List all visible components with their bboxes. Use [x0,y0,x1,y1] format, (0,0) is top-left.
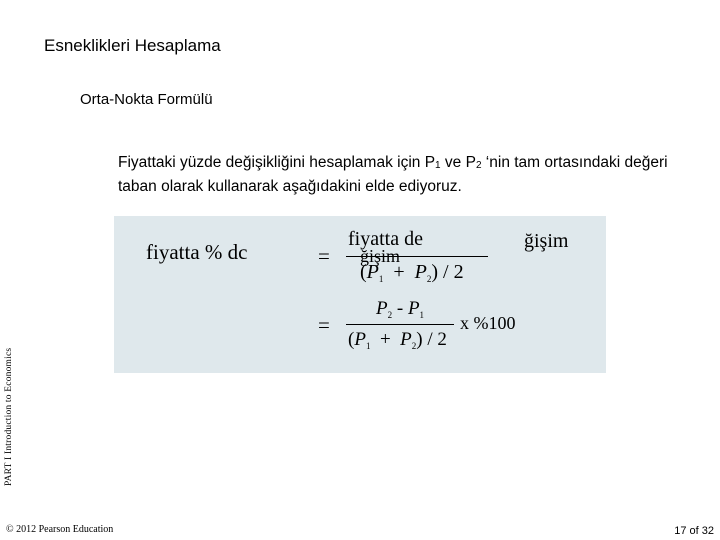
body-text-part3: ‘nin tam ortasındaki değeri taban olarak kullanarak aşağıdakini elde ediyoruz. [118,154,668,195]
den1-p1: P [366,261,379,283]
formula-tail: x %100 [460,313,516,333]
formula-equals-2: = [318,313,330,337]
page-number: 17 of 32 [674,525,714,537]
den1-p2: P [414,261,427,283]
den2-sub2: 2 [411,341,417,351]
den1-sub1: 1 [378,274,384,284]
formula-equals-1: = [318,244,330,268]
num2-p2: P [376,298,388,319]
slide-title: Esneklikleri Hesaplama [44,36,221,55]
formula-numerator-1: fiyatta de [348,228,423,250]
den2-sub1: 1 [365,341,371,351]
slide-subtitle: Orta-Nokta Formülü [80,91,213,108]
body-text [118,152,698,197]
den1-sub2: 2 [426,274,432,284]
formula-denominator-1 [360,262,464,284]
den2-plus: + [379,329,391,350]
formula-box [114,216,606,373]
formula-numerator-1-overlap: ğişim [360,246,401,266]
body-text-part2: ve P [440,154,476,171]
num2-p1: P [407,298,420,319]
body-subscript-1: 1 [435,160,441,171]
formula-denominator-2 [348,330,447,351]
den1-plus: + [393,261,405,283]
formula-lhs: fiyatta % dc [146,240,248,264]
num2-sub1: 1 [419,310,425,320]
fraction-line-2 [346,324,454,325]
den1-close: ) / 2 [431,261,464,283]
footer-copyright: © 2012 Pearson Education [6,524,114,535]
formula-numerator-1-extra: ğişim [524,230,569,252]
den2-close: ) / 2 [416,329,447,350]
den1-open: ( [360,261,367,283]
den2-p1: P [354,329,366,350]
side-label: PART I Introduction to Economics [4,347,14,486]
body-subscript-2: 2 [475,160,482,171]
fraction-line-1 [346,256,488,257]
body-text-part1: Fiyattaki yüzde değişikliğini hesaplamak için P [118,154,436,171]
den2-open: ( [348,329,355,350]
formula-numerator-2 [376,299,424,320]
den2-p2: P [400,329,412,350]
num2-sub2: 2 [387,310,393,320]
num2-minus: - [396,298,404,319]
